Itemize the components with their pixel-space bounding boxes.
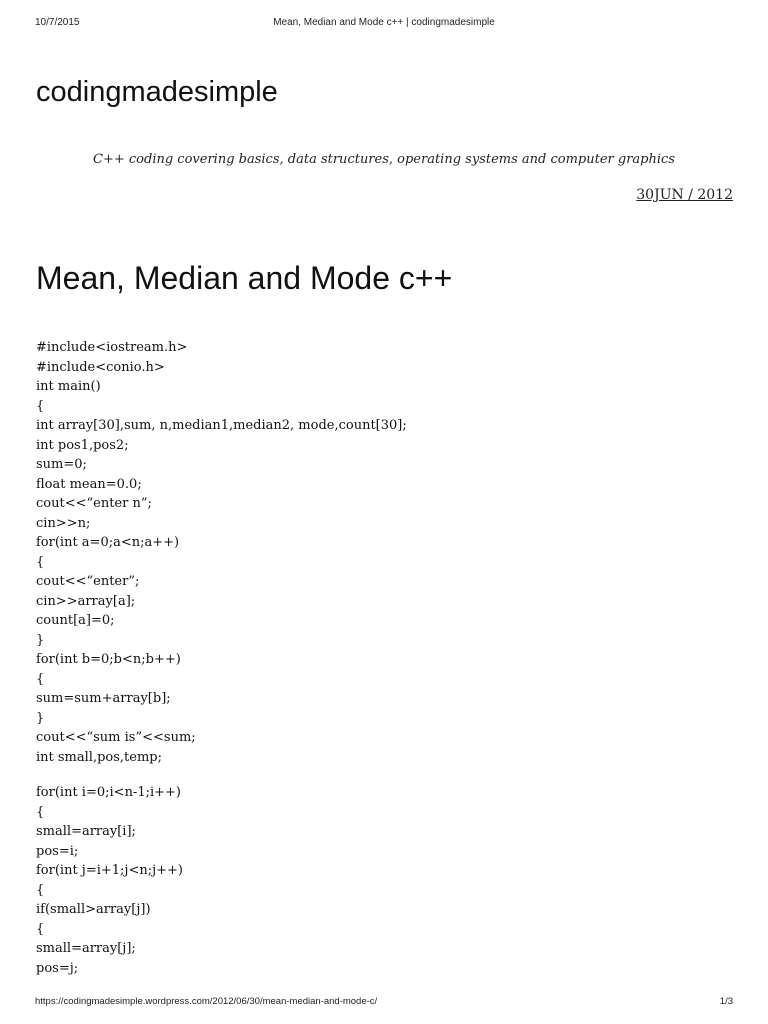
code-line: for(int i=0;i<n-1;i++) — [36, 785, 181, 800]
print-url: https://codingmadesimple.wordpress.com/2012/06/30/mean-median-and-mode-c/ — [35, 996, 378, 1007]
code-section-1 — [36, 338, 726, 767]
site-title[interactable]: codingmadesimple — [36, 76, 278, 108]
code-line: for(int a=0;a<n;a++) — [36, 535, 180, 550]
print-header — [35, 17, 733, 31]
code-line: cout<<“enter”; — [36, 574, 140, 589]
code-line: { — [36, 554, 45, 570]
code-gap — [36, 767, 726, 783]
code-line: { — [36, 804, 45, 820]
code-listing — [36, 338, 726, 978]
code-line: sum=sum+array[b]; — [36, 691, 171, 706]
code-line: } — [36, 710, 45, 726]
code-line: for(int j=i+1;j<n;j++) — [36, 863, 183, 878]
print-page-title: Mean, Median and Mode c++ | codingmadesimple — [273, 17, 495, 28]
code-line: small=array[i]; — [36, 824, 136, 839]
code-line: cin>>n; — [36, 515, 91, 531]
code-line: } — [36, 632, 45, 648]
code-line: pos=i; — [36, 843, 79, 859]
code-line: int main() — [36, 379, 101, 394]
code-line: int small,pos,temp; — [36, 749, 162, 765]
code-line: #include<conio.h> — [36, 359, 165, 375]
code-line: cin>>array[a]; — [36, 593, 136, 609]
code-line: int array[30],sum, n,median1,median2, mode,count[30]; — [36, 418, 407, 433]
code-line: for(int b=0;b<n;b++) — [36, 652, 181, 667]
code-line: { — [36, 398, 45, 414]
code-line: int pos1,pos2; — [36, 437, 129, 453]
code-section-2 — [36, 783, 726, 978]
code-line: cout<<“sum is”<<sum; — [36, 730, 196, 745]
code-line: pos=j; — [36, 960, 79, 976]
code-line: if(small>array[j]) — [36, 902, 151, 917]
print-date: 10/7/2015 — [35, 17, 80, 28]
code-line: small=array[j]; — [36, 941, 136, 956]
code-line: { — [36, 921, 45, 937]
code-line: { — [36, 882, 45, 898]
print-page-number: 1/3 — [719, 996, 733, 1007]
code-line: count[a]=0; — [36, 613, 115, 628]
code-line: { — [36, 671, 45, 687]
print-footer — [35, 996, 733, 1010]
post-date-link[interactable]: 30JUN / 2012 — [636, 187, 733, 203]
post-title: Mean, Median and Mode c++ — [36, 260, 453, 296]
site-tagline: C++ coding covering basics, data structures, operating systems and computer graphics — [93, 152, 675, 167]
code-line: cout<<“enter n”; — [36, 496, 152, 511]
code-line: float mean=0.0; — [36, 476, 142, 492]
code-line: #include<iostream.h> — [36, 340, 188, 355]
code-line: sum=0; — [36, 457, 87, 472]
